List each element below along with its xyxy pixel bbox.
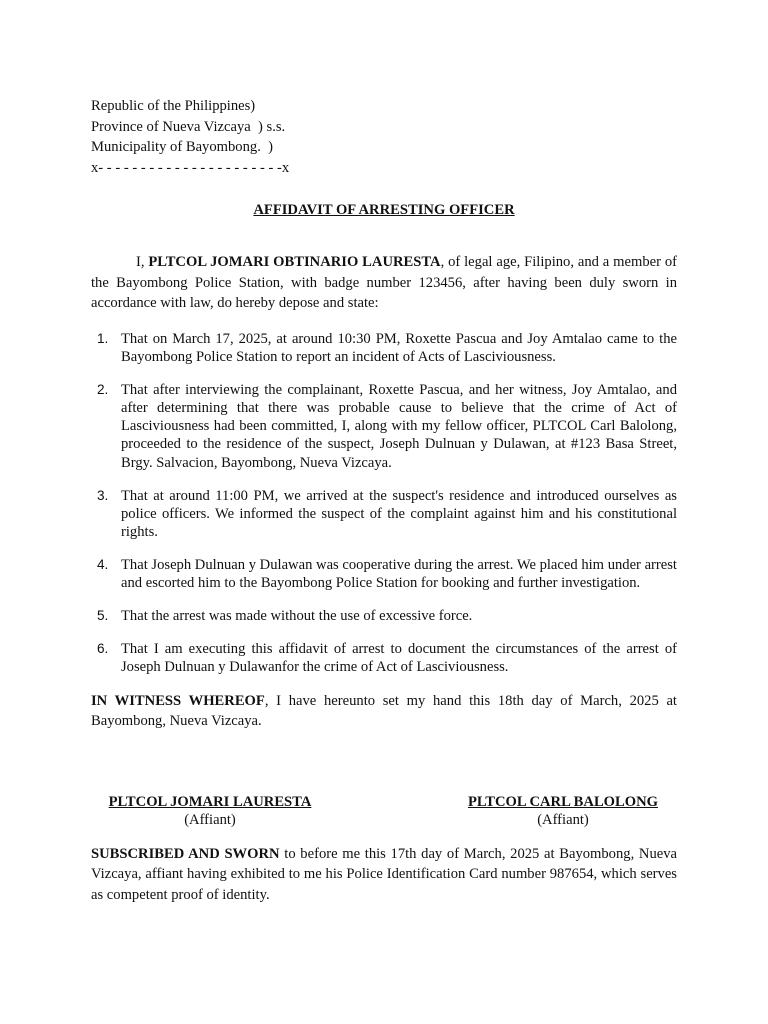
intro-lead: I, [136, 254, 149, 270]
intro-rest: , of legal age, Filipino, and a member of the Bayombong Police Station, with badge number 123456, after having been duly sworn in accordance with law, do hereby depose and state: [91, 254, 677, 311]
signatory-role: (Affiant) [184, 812, 236, 829]
statement-number: 2. [97, 381, 109, 397]
statement-item [91, 381, 677, 472]
statement-number: 6. [97, 640, 109, 656]
statement-text: That on March 17, 2025, at around 10:30 PM, Roxette Pascua and Joy Amtalao came to the Bayombong Police Station to report an incident of Acts of Lasciviousness. [121, 330, 677, 365]
statement-item [91, 640, 677, 677]
statement-number: 4. [97, 556, 109, 572]
statement-text: That the arrest was made without the use of excessive force. [121, 608, 473, 625]
witness-paragraph [91, 691, 677, 732]
jurat-paragraph [91, 844, 677, 906]
witness-lead: IN WITNESS WHEREOF [91, 692, 265, 709]
affidavit-document [91, 96, 677, 905]
witness-rest: , I have hereunto set my hand this 18th day of March, 2025 at Bayombong, Nueva Vizcaya. [91, 692, 677, 730]
signature-right [462, 793, 664, 830]
signature-block [91, 793, 677, 833]
statement-item [91, 607, 677, 625]
statement-number: 3. [97, 487, 109, 503]
statement-number: 1. [97, 330, 109, 346]
signature-left [104, 793, 316, 830]
caption-separator: x- - - - - - - - - - - - - - - - - - - - - -x [91, 159, 290, 176]
venue-caption [91, 96, 677, 178]
statement-text: That I am executing this affidavit of arrest to document the circumstances of the arrest of Joseph Dulnuan y Dulawanfor the crime of Act of Lasciviousness. [121, 640, 677, 676]
statement-item [91, 487, 677, 542]
numbered-statements [91, 330, 677, 677]
signatory-name-lauresta: PLTCOL JOMARI LAURESTA [108, 793, 312, 810]
statement-text: That after interviewing the complainant, Roxette Pascua, and her witness, Joy Amtalao, and after determining that there was probable cause to believe that the crime of Act of Lasciviousness had been committed, I, along with my fellow officer, PLTCOL Carl Balolong, proceeded to the residence of the suspect, Joseph Dulnuan y Dulawan, at #123 Basa Street, Brgy. Salvacion, Bayombong, Nueva Vizcaya. [121, 381, 677, 471]
signatory-name-balolong: PLTCOL CARL BALOLONG [467, 793, 659, 810]
jurat-rest: to before me this 17th day of March, 2025 at Bayombong, Nueva Vizcaya, affiant having exhibited to me his Police Identification Card number 987654, which serves as competent proof of identity. [91, 845, 677, 903]
statement-number: 5. [97, 608, 109, 624]
jurat-lead: SUBSCRIBED AND SWORN [91, 845, 280, 862]
signatory-role: (Affiant) [537, 812, 589, 829]
statement-item [91, 330, 677, 367]
affiant-full-name: PLTCOL JOMARI OBTINARIO LAURESTA [148, 254, 441, 270]
statement-text: That at around 11:00 PM, we arrived at the suspect's residence and introduced ourselves as police officers. We informed the suspect of the complaint against him and his constitutional rights. [121, 487, 677, 541]
caption-municipality: Municipality of Bayombong. ) [91, 139, 273, 155]
document-title: AFFIDAVIT OF ARRESTING OFFICER [253, 202, 515, 218]
caption-province: Province of Nueva Vizcaya ) s.s. [91, 118, 286, 135]
caption-republic: Republic of the Philippines) [91, 98, 256, 114]
statement-item [91, 556, 677, 593]
intro-paragraph [91, 252, 677, 314]
statement-text: That Joseph Dulnuan y Dulawan was cooperative during the arrest. We placed him under arrest and escorted him to the Bayombong Police Station for booking and further investigation. [121, 556, 677, 592]
